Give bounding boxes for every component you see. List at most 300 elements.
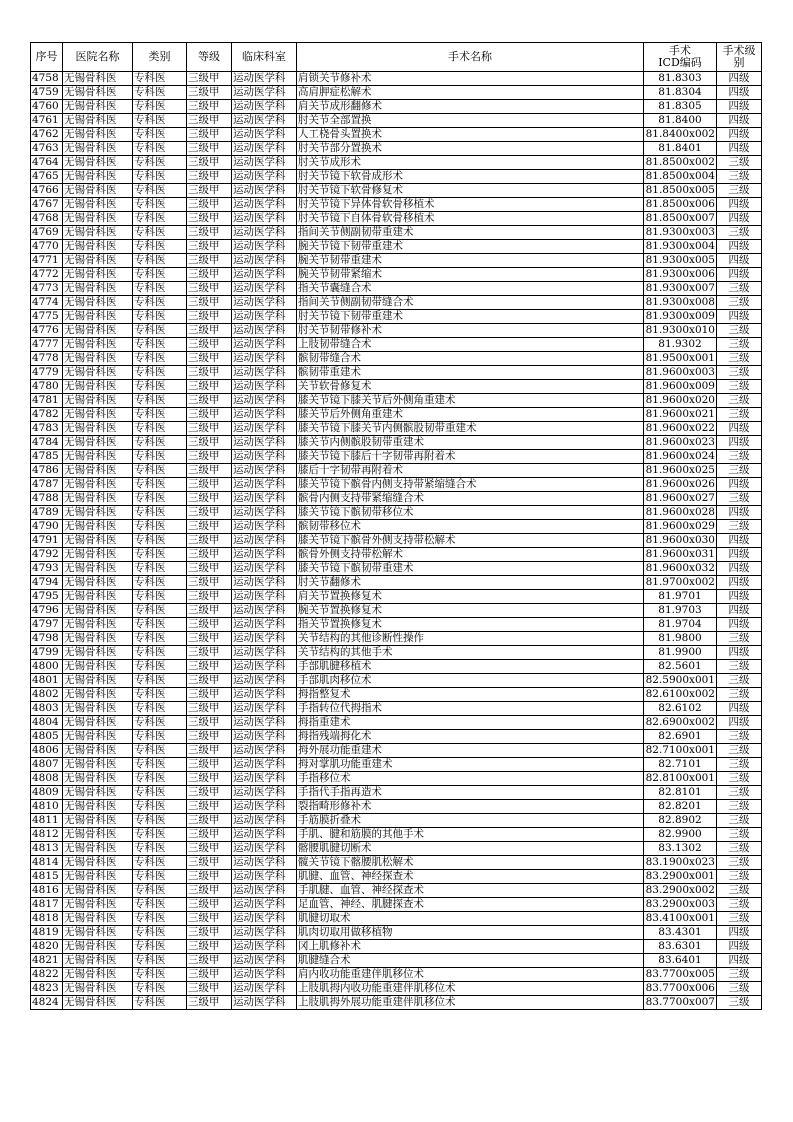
- row-surgery-name: 裂指畸形修补术: [297, 800, 644, 814]
- row-dept: 运动医学科: [232, 562, 297, 576]
- table-row: [31, 86, 762, 100]
- row-surgery-name: 肌肉切取用做移植物: [297, 926, 644, 940]
- row-level: 三级甲: [187, 786, 232, 800]
- table-row: [31, 226, 762, 240]
- row-no: 4790: [31, 520, 63, 534]
- row-level: 三级甲: [187, 128, 232, 142]
- row-no: 4764: [31, 156, 63, 170]
- row-icd-code: 81.9600x020: [644, 394, 717, 408]
- row-dept: 运动医学科: [232, 674, 297, 688]
- row-no: 4823: [31, 982, 63, 996]
- row-surgery-name: 髌骨内侧支持带紧缩缝合术: [297, 492, 644, 506]
- row-grade: 三级: [717, 688, 762, 702]
- row-no: 4782: [31, 408, 63, 422]
- row-hospital: 无锡骨科医: [63, 534, 133, 548]
- row-icd-code: 81.9703: [644, 604, 717, 618]
- row-level: 三级甲: [187, 170, 232, 184]
- row-category: 专科医: [133, 758, 187, 772]
- row-surgery-name: 膝关节镜下髌骨内侧支持带紧缩缝合术: [297, 478, 644, 492]
- row-dept: 运动医学科: [232, 898, 297, 912]
- row-icd-code: 81.9600x027: [644, 492, 717, 506]
- row-category: 专科医: [133, 142, 187, 156]
- table-row: [31, 758, 762, 772]
- row-hospital: 无锡骨科医: [63, 492, 133, 506]
- table-row: [31, 856, 762, 870]
- row-icd-code: 81.8401: [644, 142, 717, 156]
- row-grade: 四级: [717, 478, 762, 492]
- table-row: [31, 842, 762, 856]
- row-icd-code: 83.2900x003: [644, 898, 717, 912]
- row-grade: 三级: [717, 996, 762, 1010]
- row-icd-code: 81.8400x002: [644, 128, 717, 142]
- table-row: [31, 310, 762, 324]
- row-grade: 三级: [717, 450, 762, 464]
- row-level: 三级甲: [187, 674, 232, 688]
- table-row: [31, 198, 762, 212]
- table-row: [31, 968, 762, 982]
- row-no: 4769: [31, 226, 63, 240]
- row-level: 三级甲: [187, 366, 232, 380]
- row-category: 专科医: [133, 450, 187, 464]
- row-grade: 三级: [717, 408, 762, 422]
- row-no: 4808: [31, 772, 63, 786]
- row-grade: 三级: [717, 520, 762, 534]
- row-grade: 四级: [717, 534, 762, 548]
- row-no: 4770: [31, 240, 63, 254]
- row-category: 专科医: [133, 940, 187, 954]
- row-category: 专科医: [133, 800, 187, 814]
- row-category: 专科医: [133, 996, 187, 1010]
- row-no: 4793: [31, 562, 63, 576]
- row-grade: 三级: [717, 674, 762, 688]
- row-grade: 四级: [717, 198, 762, 212]
- row-surgery-name: 肘关节部分置换术: [297, 142, 644, 156]
- row-icd-code: 81.9302: [644, 338, 717, 352]
- row-icd-code: 83.6401: [644, 954, 717, 968]
- row-no: 4780: [31, 380, 63, 394]
- row-level: 三级甲: [187, 842, 232, 856]
- row-surgery-name: 髌骨外侧支持带松解术: [297, 548, 644, 562]
- row-icd-code: 81.9600x031: [644, 548, 717, 562]
- row-level: 三级甲: [187, 464, 232, 478]
- row-surgery-name: 手指代手指再造术: [297, 786, 644, 800]
- row-dept: 运动医学科: [232, 254, 297, 268]
- row-surgery-name: 关节软骨修复术: [297, 380, 644, 394]
- row-hospital: 无锡骨科医: [63, 548, 133, 562]
- row-no: 4796: [31, 604, 63, 618]
- row-level: 三级甲: [187, 226, 232, 240]
- row-dept: 运动医学科: [232, 478, 297, 492]
- row-grade: 三级: [717, 324, 762, 338]
- row-hospital: 无锡骨科医: [63, 996, 133, 1010]
- row-no: 4820: [31, 940, 63, 954]
- row-icd-code: 81.8500x006: [644, 198, 717, 212]
- row-grade: 三级: [717, 632, 762, 646]
- row-grade: 三级: [717, 492, 762, 506]
- row-grade: 三级: [717, 884, 762, 898]
- row-dept: 运动医学科: [232, 926, 297, 940]
- row-surgery-name: 肌腱、血管、神经探查术: [297, 870, 644, 884]
- row-level: 三级甲: [187, 562, 232, 576]
- row-level: 三级甲: [187, 604, 232, 618]
- table-row: [31, 562, 762, 576]
- row-level: 三级甲: [187, 744, 232, 758]
- row-category: 专科医: [133, 296, 187, 310]
- table-row: [31, 688, 762, 702]
- row-icd-code: 82.6100x002: [644, 688, 717, 702]
- row-dept: 运动医学科: [232, 100, 297, 114]
- row-dept: 运动医学科: [232, 786, 297, 800]
- table-body: [31, 72, 762, 1010]
- row-level: 三级甲: [187, 296, 232, 310]
- row-surgery-name: 指关节囊缝合术: [297, 282, 644, 296]
- table-row: [31, 436, 762, 450]
- row-grade: 四级: [717, 128, 762, 142]
- row-dept: 运动医学科: [232, 72, 297, 86]
- row-dept: 运动医学科: [232, 296, 297, 310]
- row-icd-code: 83.2900x002: [644, 884, 717, 898]
- row-surgery-name: 关节结构的其他诊断性操作: [297, 632, 644, 646]
- row-no: 4801: [31, 674, 63, 688]
- row-level: 三级甲: [187, 870, 232, 884]
- row-category: 专科医: [133, 884, 187, 898]
- table-row: [31, 772, 762, 786]
- row-category: 专科医: [133, 926, 187, 940]
- row-hospital: 无锡骨科医: [63, 408, 133, 422]
- row-surgery-name: 肌腱缝合术: [297, 954, 644, 968]
- row-icd-code: 83.4100x001: [644, 912, 717, 926]
- row-dept: 运动医学科: [232, 506, 297, 520]
- row-no: 4771: [31, 254, 63, 268]
- row-hospital: 无锡骨科医: [63, 240, 133, 254]
- table-row: [31, 520, 762, 534]
- row-hospital: 无锡骨科医: [63, 814, 133, 828]
- row-no: 4799: [31, 646, 63, 660]
- row-level: 三级甲: [187, 450, 232, 464]
- row-dept: 运动医学科: [232, 870, 297, 884]
- row-no: 4822: [31, 968, 63, 982]
- row-icd-code: 82.8201: [644, 800, 717, 814]
- row-dept: 运动医学科: [232, 800, 297, 814]
- row-grade: 四级: [717, 702, 762, 716]
- row-no: 4773: [31, 282, 63, 296]
- table-row: [31, 674, 762, 688]
- row-surgery-name: 肩关节成形翻修术: [297, 100, 644, 114]
- row-icd-code: 81.8304: [644, 86, 717, 100]
- row-icd-code: 81.9300x003: [644, 226, 717, 240]
- row-category: 专科医: [133, 912, 187, 926]
- table-row: [31, 744, 762, 758]
- row-category: 专科医: [133, 968, 187, 982]
- row-grade: 三级: [717, 380, 762, 394]
- header-level: 等级: [187, 43, 232, 72]
- row-no: 4758: [31, 72, 63, 86]
- row-icd-code: 81.9300x006: [644, 268, 717, 282]
- header-grade-top: 手术级: [722, 44, 756, 57]
- row-icd-code: 81.8500x004: [644, 170, 717, 184]
- row-no: 4802: [31, 688, 63, 702]
- row-level: 三级甲: [187, 254, 232, 268]
- row-icd-code: 82.7100x001: [644, 744, 717, 758]
- row-surgery-name: 腕关节韧带紧缩术: [297, 268, 644, 282]
- row-level: 三级甲: [187, 534, 232, 548]
- row-dept: 运动医学科: [232, 352, 297, 366]
- row-no: 4811: [31, 814, 63, 828]
- row-no: 4800: [31, 660, 63, 674]
- row-dept: 运动医学科: [232, 212, 297, 226]
- row-category: 专科医: [133, 590, 187, 604]
- row-grade: 三级: [717, 786, 762, 800]
- row-icd-code: 82.9900: [644, 828, 717, 842]
- row-category: 专科医: [133, 184, 187, 198]
- row-no: 4824: [31, 996, 63, 1010]
- row-dept: 运动医学科: [232, 86, 297, 100]
- row-category: 专科医: [133, 562, 187, 576]
- row-grade: 三级: [717, 870, 762, 884]
- row-level: 三级甲: [187, 436, 232, 450]
- table-row: [31, 912, 762, 926]
- header-no: 序号: [31, 43, 63, 72]
- row-icd-code: 82.5900x001: [644, 674, 717, 688]
- header-hospital: 医院名称: [63, 43, 133, 72]
- table-row: [31, 464, 762, 478]
- row-grade: 四级: [717, 604, 762, 618]
- row-no: 4760: [31, 100, 63, 114]
- row-surgery-name: 肘关节全部置换: [297, 114, 644, 128]
- row-level: 三级甲: [187, 86, 232, 100]
- table-row: [31, 450, 762, 464]
- row-level: 三级甲: [187, 926, 232, 940]
- row-grade: 三级: [717, 464, 762, 478]
- row-category: 专科医: [133, 898, 187, 912]
- row-icd-code: 81.9600x029: [644, 520, 717, 534]
- row-category: 专科医: [133, 646, 187, 660]
- row-category: 专科医: [133, 352, 187, 366]
- row-grade: 三级: [717, 758, 762, 772]
- row-hospital: 无锡骨科医: [63, 716, 133, 730]
- row-hospital: 无锡骨科医: [63, 478, 133, 492]
- row-grade: 四级: [717, 268, 762, 282]
- row-no: 4818: [31, 912, 63, 926]
- table-row: [31, 492, 762, 506]
- table-row: [31, 702, 762, 716]
- row-icd-code: 81.9900: [644, 646, 717, 660]
- row-hospital: 无锡骨科医: [63, 576, 133, 590]
- row-surgery-name: 肘关节镜下自体骨软骨移植术: [297, 212, 644, 226]
- table-row: [31, 212, 762, 226]
- row-hospital: 无锡骨科医: [63, 296, 133, 310]
- row-category: 专科医: [133, 268, 187, 282]
- row-hospital: 无锡骨科医: [63, 226, 133, 240]
- row-grade: 三级: [717, 156, 762, 170]
- row-category: 专科医: [133, 632, 187, 646]
- row-category: 专科医: [133, 464, 187, 478]
- row-level: 三级甲: [187, 884, 232, 898]
- row-surgery-name: 膝关节镜下膝关节内侧髌股韧带重建术: [297, 422, 644, 436]
- row-hospital: 无锡骨科医: [63, 156, 133, 170]
- row-level: 三级甲: [187, 324, 232, 338]
- row-category: 专科医: [133, 618, 187, 632]
- header-grade: [717, 43, 762, 72]
- row-level: 三级甲: [187, 688, 232, 702]
- surgery-catalog-sheet: [30, 42, 761, 1010]
- row-level: 三级甲: [187, 954, 232, 968]
- row-no: 4806: [31, 744, 63, 758]
- row-grade: 三级: [717, 184, 762, 198]
- row-grade: 三级: [717, 912, 762, 926]
- row-category: 专科医: [133, 604, 187, 618]
- row-dept: 运动医学科: [232, 842, 297, 856]
- row-dept: 运动医学科: [232, 520, 297, 534]
- row-level: 三级甲: [187, 702, 232, 716]
- row-dept: 运动医学科: [232, 646, 297, 660]
- table-row: [31, 800, 762, 814]
- row-icd-code: 81.9300x008: [644, 296, 717, 310]
- row-icd-code: 81.9600x030: [644, 534, 717, 548]
- row-surgery-name: 手筋膜折叠术: [297, 814, 644, 828]
- row-level: 三级甲: [187, 198, 232, 212]
- row-category: 专科医: [133, 324, 187, 338]
- table-row: [31, 870, 762, 884]
- row-surgery-name: 肩内收功能重建伴肌移位术: [297, 968, 644, 982]
- row-icd-code: 81.8500x005: [644, 184, 717, 198]
- row-dept: 运动医学科: [232, 408, 297, 422]
- row-grade: 三级: [717, 660, 762, 674]
- row-category: 专科医: [133, 954, 187, 968]
- row-level: 三级甲: [187, 240, 232, 254]
- row-no: 4776: [31, 324, 63, 338]
- row-icd-code: 81.8500x007: [644, 212, 717, 226]
- row-grade: 三级: [717, 856, 762, 870]
- row-dept: 运动医学科: [232, 226, 297, 240]
- row-level: 三级甲: [187, 996, 232, 1010]
- row-level: 三级甲: [187, 506, 232, 520]
- row-surgery-name: 指关节置换修复术: [297, 618, 644, 632]
- row-icd-code: 81.8303: [644, 72, 717, 86]
- row-dept: 运动医学科: [232, 576, 297, 590]
- table-row: [31, 72, 762, 86]
- row-category: 专科医: [133, 492, 187, 506]
- row-no: 4805: [31, 730, 63, 744]
- row-category: 专科医: [133, 674, 187, 688]
- table-row: [31, 590, 762, 604]
- row-icd-code: 81.9300x009: [644, 310, 717, 324]
- row-hospital: 无锡骨科医: [63, 100, 133, 114]
- table-row: [31, 254, 762, 268]
- row-level: 三级甲: [187, 800, 232, 814]
- row-category: 专科医: [133, 576, 187, 590]
- row-level: 三级甲: [187, 940, 232, 954]
- row-hospital: 无锡骨科医: [63, 450, 133, 464]
- row-grade: 三级: [717, 800, 762, 814]
- row-hospital: 无锡骨科医: [63, 114, 133, 128]
- header-icd: [644, 43, 717, 72]
- row-dept: 运动医学科: [232, 660, 297, 674]
- row-hospital: 无锡骨科医: [63, 688, 133, 702]
- row-no: 4821: [31, 954, 63, 968]
- row-no: 4815: [31, 870, 63, 884]
- table-row: [31, 408, 762, 422]
- row-surgery-name: 肘关节成形术: [297, 156, 644, 170]
- table-row: [31, 618, 762, 632]
- row-surgery-name: 冈上肌修补术: [297, 940, 644, 954]
- row-no: 4817: [31, 898, 63, 912]
- table-row: [31, 996, 762, 1010]
- row-dept: 运动医学科: [232, 632, 297, 646]
- row-no: 4783: [31, 422, 63, 436]
- row-hospital: 无锡骨科医: [63, 562, 133, 576]
- row-category: 专科医: [133, 534, 187, 548]
- row-level: 三级甲: [187, 912, 232, 926]
- row-grade: 三级: [717, 366, 762, 380]
- row-level: 三级甲: [187, 268, 232, 282]
- row-icd-code: 81.9704: [644, 618, 717, 632]
- row-level: 三级甲: [187, 814, 232, 828]
- row-icd-code: 83.6301: [644, 940, 717, 954]
- row-dept: 运动医学科: [232, 268, 297, 282]
- row-hospital: 无锡骨科医: [63, 940, 133, 954]
- row-surgery-name: 腕关节韧带重建术: [297, 254, 644, 268]
- row-level: 三级甲: [187, 142, 232, 156]
- row-surgery-name: 手肌、腱和筋膜的其他手术: [297, 828, 644, 842]
- row-category: 专科医: [133, 828, 187, 842]
- row-surgery-name: 膝关节后外侧角重建术: [297, 408, 644, 422]
- row-icd-code: 81.9600x026: [644, 478, 717, 492]
- row-no: 4813: [31, 842, 63, 856]
- row-dept: 运动医学科: [232, 982, 297, 996]
- row-no: 4792: [31, 548, 63, 562]
- row-category: 专科医: [133, 226, 187, 240]
- row-grade: 四级: [717, 310, 762, 324]
- table-row: [31, 282, 762, 296]
- row-level: 三级甲: [187, 772, 232, 786]
- row-dept: 运动医学科: [232, 380, 297, 394]
- row-dept: 运动医学科: [232, 338, 297, 352]
- row-dept: 运动医学科: [232, 954, 297, 968]
- row-hospital: 无锡骨科医: [63, 926, 133, 940]
- row-no: 4775: [31, 310, 63, 324]
- row-grade: 四级: [717, 590, 762, 604]
- row-grade: 四级: [717, 114, 762, 128]
- row-hospital: 无锡骨科医: [63, 254, 133, 268]
- row-grade: 四级: [717, 72, 762, 86]
- row-dept: 运动医学科: [232, 814, 297, 828]
- row-surgery-name: 上肢肌拇外展功能重建伴肌移位术: [297, 996, 644, 1010]
- table-row: [31, 828, 762, 842]
- table-row: [31, 142, 762, 156]
- row-dept: 运动医学科: [232, 730, 297, 744]
- row-surgery-name: 拇指重建术: [297, 716, 644, 730]
- row-icd-code: 83.4301: [644, 926, 717, 940]
- row-surgery-name: 腕关节置换修复术: [297, 604, 644, 618]
- row-surgery-name: 肘关节镜下软骨修复术: [297, 184, 644, 198]
- row-no: 4781: [31, 394, 63, 408]
- row-hospital: 无锡骨科医: [63, 422, 133, 436]
- row-surgery-name: 手部肌肉移位术: [297, 674, 644, 688]
- row-hospital: 无锡骨科医: [63, 786, 133, 800]
- row-dept: 运动医学科: [232, 548, 297, 562]
- row-dept: 运动医学科: [232, 772, 297, 786]
- row-level: 三级甲: [187, 478, 232, 492]
- row-surgery-name: 人工桡骨头置换术: [297, 128, 644, 142]
- row-category: 专科医: [133, 982, 187, 996]
- row-icd-code: 81.9600x009: [644, 380, 717, 394]
- row-level: 三级甲: [187, 660, 232, 674]
- row-icd-code: 81.9300x004: [644, 240, 717, 254]
- row-category: 专科医: [133, 128, 187, 142]
- row-hospital: 无锡骨科医: [63, 800, 133, 814]
- row-icd-code: 81.8400: [644, 114, 717, 128]
